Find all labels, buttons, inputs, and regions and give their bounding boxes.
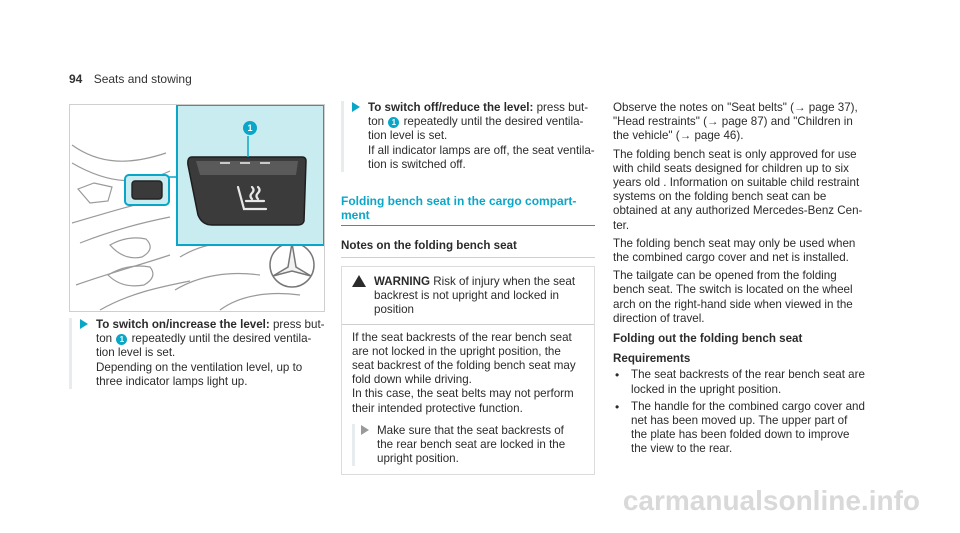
step-text: tion is switched off.	[368, 157, 466, 171]
requirements-list	[613, 368, 903, 456]
para-line: the vehicle" (→ page 46).	[613, 129, 744, 143]
section-title	[341, 194, 595, 226]
para-line: ter.	[613, 218, 630, 232]
action-arrow-icon	[352, 102, 360, 112]
step-text: ton	[368, 115, 388, 129]
callout-1: 1	[116, 334, 127, 345]
warning-label: WARNING	[374, 275, 431, 288]
warning-triangle-icon: !	[352, 275, 366, 287]
step-text: three indicator lamps light up.	[96, 374, 248, 388]
list-line: • The seat backrests of the rear bench seat are	[631, 368, 865, 382]
warning-text: seat backrest of the folding bench seat may	[352, 359, 576, 373]
notes-title: Notes on the folding bench seat	[341, 239, 595, 258]
step-text: tion level is set.	[368, 129, 448, 143]
warning-action-text: Make sure that the seat backrests of	[377, 423, 564, 437]
right-column	[613, 101, 903, 460]
para-line: the combined cargo cover and net is installed.	[613, 251, 849, 265]
para-line: bench seat. The switch is located on the wheel	[613, 283, 853, 297]
para-line: The tailgate can be opened from the folding	[613, 269, 837, 283]
para-line: The folding bench seat is only approved for use	[613, 147, 857, 161]
paragraph	[613, 269, 903, 326]
list-line: net has been moved up. The upper part of	[631, 414, 848, 428]
page-number: 94	[69, 72, 83, 86]
step-text: repeatedly until the desired ventila-	[400, 115, 584, 129]
list-line: locked in the upright position.	[631, 382, 782, 396]
warning-text: their intended protective function.	[352, 401, 523, 415]
list-item	[627, 368, 903, 396]
paragraph	[613, 237, 903, 265]
list-line: • The handle for the combined cargo cover and	[631, 399, 865, 413]
para-line: arch on the right-hand side when viewed in the	[613, 297, 853, 311]
para-line: obtained at any authorized Mercedes-Benz Cen-	[613, 204, 863, 218]
warning-divider	[342, 324, 594, 325]
step-title: To switch on/increase the level:	[96, 318, 270, 331]
para-line: direction of travel.	[613, 311, 705, 325]
warning-text: are not locked in the upright position, the	[352, 344, 561, 358]
warning-action-text: upright position.	[377, 452, 459, 466]
warning-text: In this case, the seat belts may not perform	[352, 387, 574, 401]
warning-action-text: the rear bench seat are locked in the	[377, 438, 566, 452]
para-line: The folding bench seat may only be used when	[613, 236, 856, 250]
paragraph	[613, 148, 903, 233]
para-line: Observe the notes on "Seat belts" (→ page 37),	[613, 101, 858, 114]
list-item	[627, 400, 903, 457]
list-line: the plate has been folded down to improve	[631, 428, 850, 442]
step-text: ton	[96, 332, 116, 346]
section-title-line: Folding bench seat in the cargo compart-	[341, 194, 577, 208]
section-title-line: ment	[341, 208, 370, 222]
step-text: press but-	[269, 318, 325, 331]
warning-head: position	[374, 303, 414, 317]
warning-head: Risk of injury when the seat	[430, 275, 576, 288]
step-text: press but-	[533, 101, 589, 114]
warning-action	[352, 424, 584, 467]
warning-text: fold down while driving.	[352, 373, 472, 387]
requirements-label: Requirements	[613, 352, 691, 366]
action-arrow-icon	[361, 425, 369, 435]
paragraph	[613, 101, 903, 144]
para-line: with child seats designed for children up to six	[613, 161, 849, 175]
step-switch-on	[69, 318, 335, 389]
ventilation-switch	[188, 157, 306, 225]
step-text: Depending on the ventilation level, up to	[96, 360, 303, 374]
step-text: repeatedly until the desired ventila-	[128, 332, 312, 346]
para-line: systems on the folding bench seat can be	[613, 190, 827, 204]
section-name: Seats and stowing	[93, 72, 192, 86]
para-line: years old . Information on suitable child restraint	[613, 176, 860, 190]
step-text: If all indicator lamps are off, the seat ventila-	[368, 143, 595, 157]
para-line: "Head restraints" (→ page 87) and "Children in	[613, 115, 853, 129]
step-title: To switch off/reduce the level:	[368, 101, 534, 114]
subheading: Folding out the folding bench seat	[613, 332, 803, 346]
door-panel-illustration	[70, 105, 324, 311]
step-switch-off	[341, 101, 610, 172]
action-arrow-icon	[80, 319, 88, 329]
warning-head: backrest is not upright and locked in	[374, 289, 559, 303]
list-line: the view to the rear.	[631, 442, 733, 456]
page-header	[69, 72, 192, 86]
watermark: carmanualsonline.info	[622, 485, 920, 516]
warning-text: If the seat backrests of the rear bench seat	[352, 330, 572, 344]
step-text: tion level is set.	[96, 346, 176, 360]
figure-callout-1: 1	[243, 121, 257, 135]
callout-1: 1	[388, 117, 399, 128]
seat-ventilation-figure	[69, 104, 325, 312]
warning-box	[335, 266, 595, 475]
